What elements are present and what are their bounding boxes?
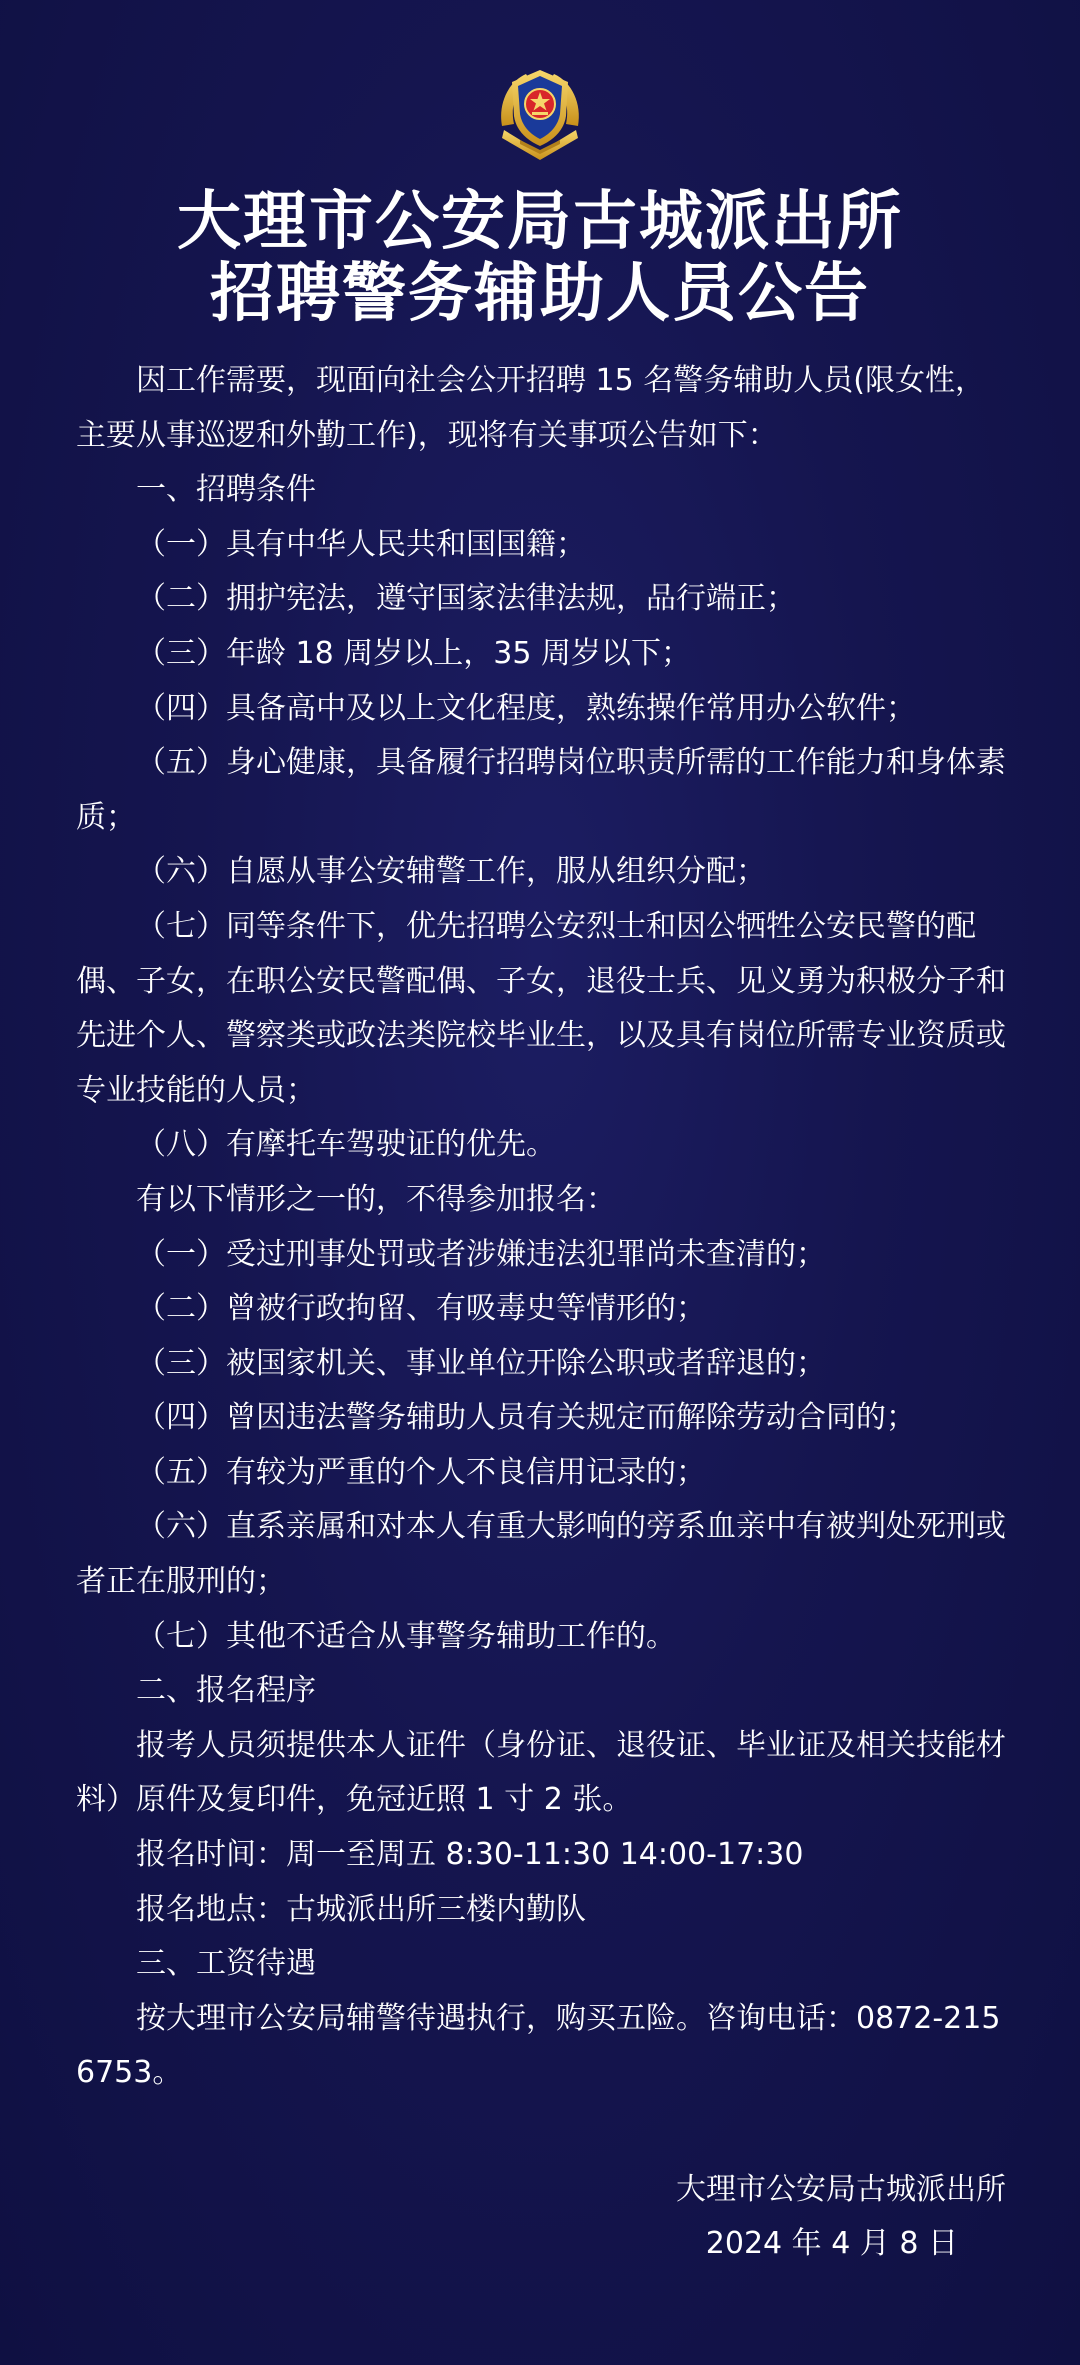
section-heading-salary: 三、工资待遇 xyxy=(136,1946,316,1982)
requirement-item: （二）拥护宪法，遵守国家法律法规，品行端正； xyxy=(136,581,796,617)
exclusion-item: （六）直系亲属和对本人有重大影响的旁系血亲中有被判处死刑或者正在服刑的； xyxy=(76,1509,1006,1600)
requirement-item: （八）有摩托车驾驶证的优先。 xyxy=(136,1127,556,1163)
exclusion-item: （四）曾因违法警务辅助人员有关规定而解除劳动合同的； xyxy=(136,1400,916,1436)
issuing-organization: 大理市公安局古城派出所 xyxy=(676,2172,1006,2207)
page-title: 大理市公安局古城派出所 xyxy=(177,185,903,259)
exclusion-item: （七）其他不适合从事警务辅助工作的。 xyxy=(136,1618,676,1654)
exclusion-item: （五）有较为严重的个人不良信用记录的； xyxy=(136,1454,706,1490)
section-heading-registration: 二、报名程序 xyxy=(136,1673,316,1709)
intro-paragraph: 因工作需要，现面向社会公开招聘 15 名警务辅助人员(限女性，主要从事巡逻和外勤工作)，现将有关事项公告如下： xyxy=(76,363,985,453)
announcement-body xyxy=(76,354,1010,2101)
issue-date: 2024 年 4 月 8 日 xyxy=(705,2226,958,2261)
requirement-item: （六）自愿从事公安辅警工作，服从组织分配； xyxy=(136,854,766,890)
page-subtitle: 招聘警务辅助人员公告 xyxy=(210,257,870,331)
registration-location: 报名地点：古城派出所三楼内勤队 xyxy=(136,1891,586,1927)
requirement-item: （五）身心健康，具备履行招聘岗位职责所需的工作能力和身体素质； xyxy=(76,745,1006,835)
registration-time: 报名时间：周一至周五 8:30-11:30 14:00-17:30 xyxy=(136,1837,804,1873)
requirement-item: （四）具备高中及以上文化程度，熟练操作常用办公软件； xyxy=(136,690,916,726)
exclusion-item: （二）曾被行政拘留、有吸毒史等情形的； xyxy=(136,1291,706,1327)
exclusion-heading: 有以下情形之一的，不得参加报名： xyxy=(136,1181,616,1217)
registration-documents: 报考人员须提供本人证件（身份证、退役证、毕业证及相关技能材料）原件及复印件，免冠近照 1 寸 2 张。 xyxy=(76,1727,1006,1818)
police-emblem-icon xyxy=(490,64,590,164)
exclusion-item: （三）被国家机关、事业单位开除公职或者辞退的； xyxy=(136,1345,826,1381)
section-heading-requirements: 一、招聘条件 xyxy=(136,472,316,508)
requirement-item: （七）同等条件下，优先招聘公安烈士和因公牺牲公安民警的配偶、子女，在职公安民警配偶、子女，退役士兵、见义勇为积极分子和先进个人、警察类或政法类院校毕业生，以及具有岗位所需专业资质或专业技能的人员； xyxy=(76,908,1006,1108)
salary-and-contact: 按大理市公安局辅警待遇执行，购买五险。咨询电话：0872-2156753。 xyxy=(76,2000,1001,2091)
requirement-item: （三）年龄 18 周岁以上，35 周岁以下； xyxy=(136,635,691,671)
exclusion-item: （一）受过刑事处罚或者涉嫌违法犯罪尚未查清的； xyxy=(136,1236,826,1272)
requirement-item: （一）具有中华人民共和国国籍； xyxy=(136,526,586,562)
